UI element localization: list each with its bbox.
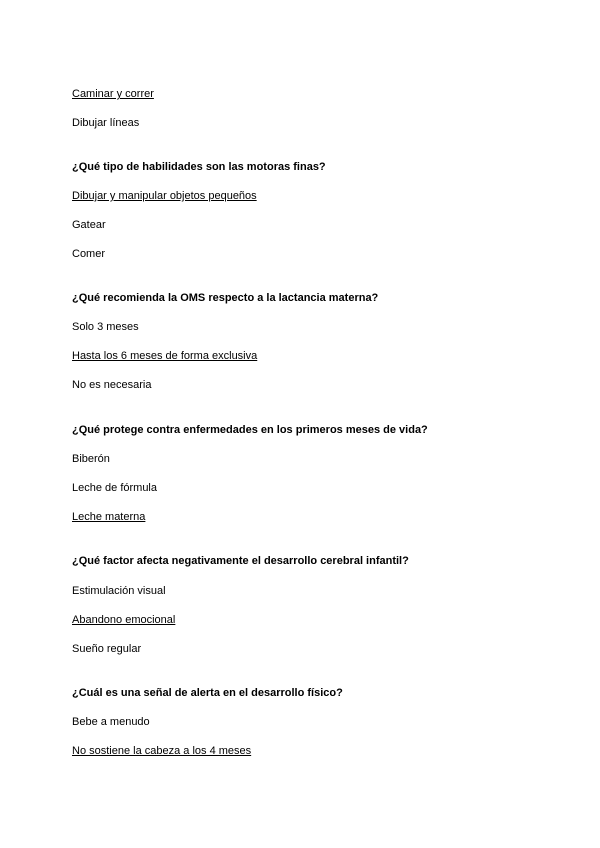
q3-option-2: Leche de fórmula: [72, 482, 157, 494]
option-intro-2: Dibujar líneas: [72, 117, 140, 129]
q4-option-2: Abandono emocional: [72, 614, 176, 626]
option-intro-1: Caminar y correr: [72, 88, 154, 100]
q3-option-1: Biberón: [72, 453, 110, 465]
q2-option-1: Solo 3 meses: [72, 321, 139, 333]
q1-option-1: Dibujar y manipular objetos pequeños: [72, 190, 257, 202]
q2-option-3: No es necesaria: [72, 379, 152, 391]
question-4: ¿Qué factor afecta negativamente el desarrollo cerebral infantil?: [72, 555, 409, 567]
q4-option-1: Estimulación visual: [72, 585, 166, 597]
q5-option-1: Bebe a menudo: [72, 716, 150, 728]
q1-option-2: Gatear: [72, 219, 106, 231]
q5-option-2: No sostiene la cabeza a los 4 meses: [72, 745, 252, 757]
question-1: ¿Qué tipo de habilidades son las motoras finas?: [72, 161, 326, 173]
q4-option-3: Sueño regular: [72, 643, 142, 655]
question-3: ¿Qué protege contra enfermedades en los primeros meses de vida?: [72, 424, 428, 436]
q2-option-2: Hasta los 6 meses de forma exclusiva: [72, 350, 258, 362]
question-2: ¿Qué recomienda la OMS respecto a la lactancia materna?: [72, 292, 379, 304]
q1-option-3: Comer: [72, 248, 106, 260]
q3-option-3: Leche materna: [72, 511, 146, 523]
question-5: ¿Cuál es una señal de alerta en el desarrollo físico?: [72, 687, 343, 699]
